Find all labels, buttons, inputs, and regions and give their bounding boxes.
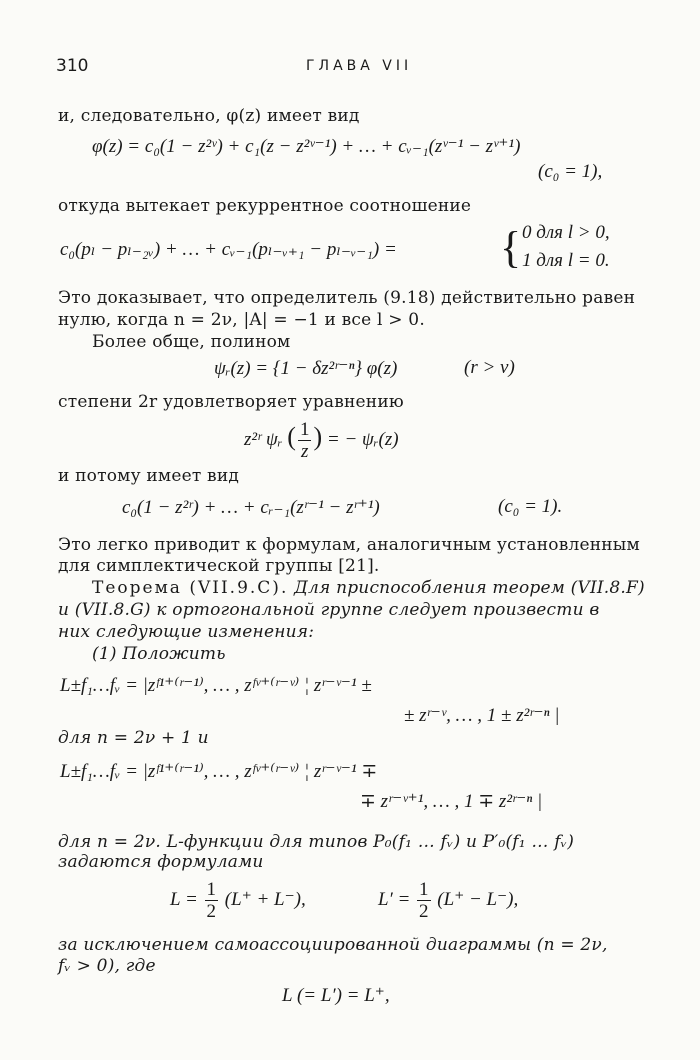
text-line: и, следовательно, φ(z) имеет вид	[58, 106, 360, 126]
theorem-text: них следующие изменения:	[58, 622, 315, 642]
equation-part: L =	[170, 888, 198, 910]
equation: c₀(pₗ − pₗ₋₂ᵥ) + … + cᵥ₋₁(pₗ₋ᵥ₊₁ − pₗ₋ᵥ₋₁) =	[60, 239, 397, 260]
equation: c₀(1 − z²ʳ) + … + cᵣ₋₁(zʳ⁻¹ − zʳ⁺¹)	[122, 497, 380, 518]
text-line: для n = 2ν. L-функции для типов P₀(f₁ … fᵥ) и P′₀(f₁ … fᵥ)	[58, 832, 575, 852]
fraction-numerator: 1	[206, 879, 217, 900]
fraction	[298, 420, 312, 461]
theorem-label: Теорема (VII.9.C).	[92, 578, 289, 598]
fraction-numerator: 1	[419, 879, 429, 900]
equation-condition: (r > ν)	[464, 357, 515, 378]
text-line: и потому имеет вид	[58, 466, 240, 486]
text-line: откуда вытекает рекуррентное соотношение	[58, 196, 472, 216]
theorem-line	[92, 578, 645, 598]
text-line	[58, 288, 642, 308]
text-line: задаются формулами	[58, 852, 264, 872]
text-span: за исключением самоассоциированной диаграммы (n = 2ν,	[58, 935, 608, 955]
fraction-denominator: 2	[419, 901, 429, 922]
equation: L (= L′) = L⁺,	[282, 985, 390, 1006]
equation-part: (L⁺ − L⁻),	[437, 888, 519, 910]
text-line: степени 2r удовлетворяет уравнению	[58, 392, 404, 412]
paren: )	[313, 421, 323, 451]
equation	[170, 880, 306, 921]
equation: φ(z) = c₀(1 − z²ᵛ) + c₁(z − z²ᵛ⁻¹) + … + cᵥ₋₁(zᵛ⁻¹ − zᵛ⁺¹)	[92, 136, 521, 157]
fraction	[205, 880, 219, 921]
equation	[378, 880, 518, 921]
text-line: Более обще, полином	[92, 332, 291, 352]
equation-condition: (c₀ = 1).	[498, 496, 563, 517]
text-line: для n = 2ν + 1 и	[58, 728, 209, 748]
theorem-text: и (VII.8.G) к ортогональной группе следует произвести в	[58, 600, 600, 620]
paren: (	[287, 421, 296, 451]
brace: {	[500, 223, 522, 272]
page-number: 310	[56, 56, 89, 76]
equation-case: 1 для l = 0.	[522, 250, 610, 271]
equation-part: z²ʳ ψᵣ	[244, 428, 283, 450]
equation: ± zʳ⁻ᵛ, … , 1 ± z²ʳ⁻ⁿ |	[404, 705, 560, 726]
fraction	[417, 880, 431, 921]
equation-part: (L⁺ + L⁻),	[224, 888, 306, 910]
text-line: нулю, когда n = 2ν, |A| = −1 и все l > 0.	[58, 310, 425, 330]
equation	[244, 420, 399, 461]
text-line: fᵥ > 0), где	[58, 956, 156, 976]
chapter-title: ГЛАВА VII	[306, 58, 413, 74]
equation-case: 0 для l > 0,	[522, 222, 610, 243]
text-line	[58, 935, 642, 955]
equation-condition: (c₀ = 1),	[538, 161, 603, 182]
equation: ψᵣ(z) = {1 − δz²ʳ⁻ⁿ} φ(z)	[214, 358, 398, 379]
text-line	[58, 535, 642, 555]
equation-part: L′ =	[378, 888, 411, 910]
fraction-denominator: z	[301, 441, 309, 462]
equation: ∓ zʳ⁻ᵛ⁺¹, … , 1 ∓ z²ʳ⁻ⁿ |	[360, 791, 543, 812]
theorem-text: Для приспособления теорем (VII.8.F)	[293, 578, 645, 598]
text-line: для симплектической группы [21].	[58, 556, 380, 576]
equation: L±f₁…fᵥ = |zᶠ¹⁺⁽ʳ⁻¹⁾, … , zᶠᵛ⁺⁽ʳ⁻ᵛ⁾ ¦ zʳ⁻ᵛ⁻¹ ∓	[60, 761, 378, 782]
theorem-item: (1) Положить	[92, 644, 226, 664]
equation-part: = − ψᵣ(z)	[326, 428, 399, 450]
fraction-denominator: 2	[206, 901, 217, 922]
text-span: Это легко приводит к формулам, аналогичным установленным	[58, 535, 640, 555]
fraction-numerator: 1	[299, 419, 310, 440]
equation: L±f₁…fᵥ = |zᶠ¹⁺⁽ʳ⁻¹⁾, … , zᶠᵛ⁺⁽ʳ⁻ᵛ⁾ ¦ zʳ⁻ᵛ⁻¹ ±	[60, 675, 372, 696]
text-span: Это доказывает, что определитель (9.18) действительно равен	[58, 288, 636, 308]
